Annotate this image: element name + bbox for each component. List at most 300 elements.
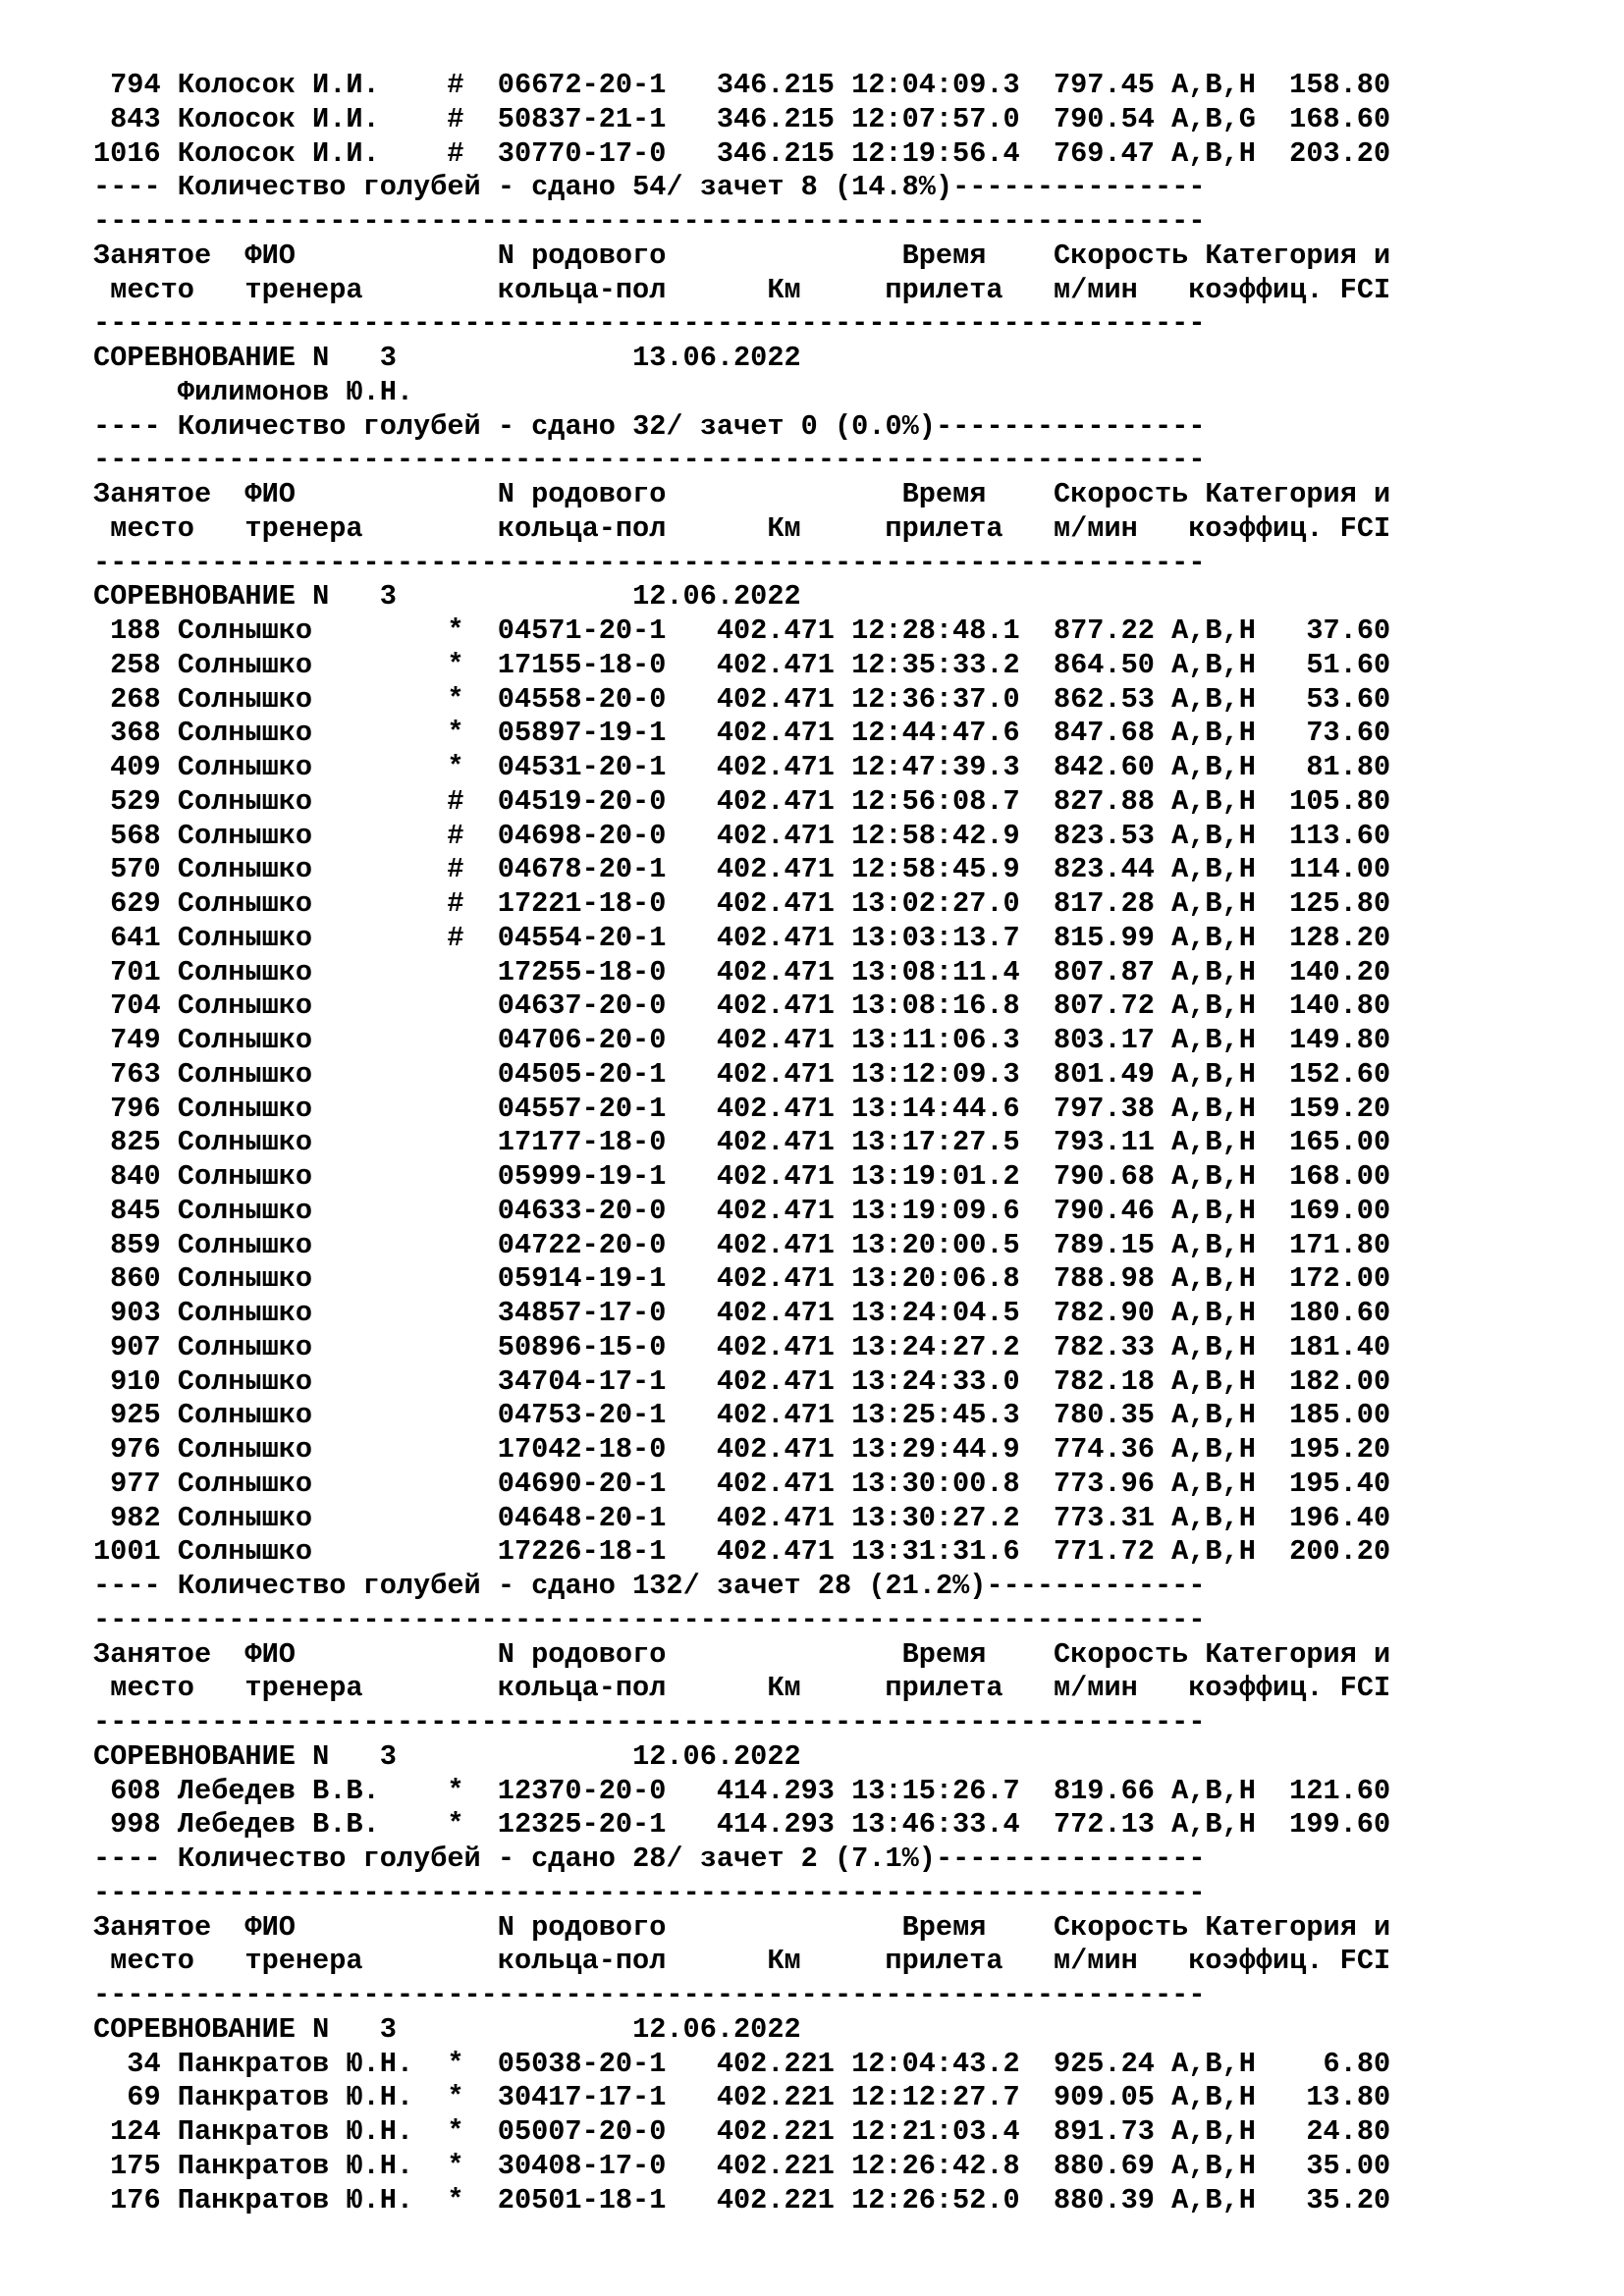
mark: * <box>447 2115 464 2148</box>
speed: 817.28 <box>1053 887 1155 920</box>
arrival-time: 12:12:27.7 <box>851 2081 1020 2114</box>
table-row <box>93 751 1390 785</box>
col-header-place-2: место <box>110 1945 194 1978</box>
fancier-name: Панкратов Ю.Н. <box>177 2081 414 2114</box>
col-header-speed: Скорость <box>1054 478 1189 510</box>
place: 794 <box>110 69 161 101</box>
col-header-name-2: тренера <box>244 1672 363 1705</box>
dash-rule: ------------------------------------------------------------------ <box>93 546 1206 579</box>
fancier-name: Солнышко <box>177 1399 313 1432</box>
place: 976 <box>110 1433 161 1466</box>
fci-coefficient: 73.60 <box>1306 717 1391 750</box>
category: A,B,H <box>1171 1024 1256 1056</box>
category: A,B,H <box>1171 1433 1256 1466</box>
fci-coefficient: 159.20 <box>1289 1092 1391 1125</box>
distance-km: 402.471 <box>716 1228 835 1261</box>
arrival-time: 12:04:43.2 <box>851 2047 1020 2080</box>
fancier-name: Лебедев В.В. <box>177 1808 380 1842</box>
fancier-name: Лебедев В.В. <box>177 1774 380 1807</box>
table-row <box>93 1024 1390 1058</box>
col-header-speed: Скорость <box>1054 1910 1189 1944</box>
fci-coefficient: 6.80 <box>1323 2047 1391 2080</box>
place: 910 <box>110 1364 161 1398</box>
speed: 847.68 <box>1053 717 1155 750</box>
fci-coefficient: 35.20 <box>1306 2183 1391 2216</box>
category: A,B,H <box>1171 1330 1256 1363</box>
arrival-time: 13:02:27.0 <box>851 887 1020 920</box>
mark: * <box>447 2149 464 2182</box>
competition-label: СОРЕВНОВАНИЕ N <box>93 1739 330 1773</box>
table-row <box>93 683 1390 718</box>
table-row <box>93 1195 1390 1229</box>
category: A,B,H <box>1171 2183 1256 2216</box>
speed: 877.22 <box>1053 614 1155 647</box>
speed: 880.69 <box>1053 2149 1155 2182</box>
table-row <box>93 1126 1390 1160</box>
speed: 772.13 <box>1053 1808 1155 1842</box>
fci-coefficient: 121.60 <box>1289 1774 1391 1807</box>
separator-line <box>93 444 1390 478</box>
mark: # <box>447 102 464 135</box>
mark: * <box>447 2183 464 2216</box>
col-header-name-2: тренера <box>244 273 363 306</box>
fci-coefficient: 185.00 <box>1289 1399 1391 1432</box>
mark: * <box>447 1808 464 1842</box>
fancier-name: Солнышко <box>177 1160 313 1193</box>
arrival-time: 13:08:16.8 <box>851 989 1020 1023</box>
distance-km: 402.221 <box>716 2183 835 2216</box>
place: 124 <box>110 2115 161 2148</box>
arrival-time: 12:56:08.7 <box>851 784 1020 818</box>
fancier-name: Солнышко <box>177 648 313 681</box>
arrival-time: 13:19:09.6 <box>851 1194 1020 1227</box>
fancier-name: Солнышко <box>177 1330 313 1363</box>
col-header-time: Время <box>901 1910 987 1944</box>
col-header-ring: N родового <box>497 478 667 510</box>
ring-number: 04637-20-0 <box>497 989 667 1023</box>
speed: 801.49 <box>1053 1057 1155 1091</box>
place: 907 <box>110 1330 161 1363</box>
category: A,B,H <box>1171 1262 1256 1296</box>
table-row <box>93 717 1390 751</box>
distance-km: 414.293 <box>716 1808 835 1842</box>
mark: * <box>447 717 464 750</box>
place: 982 <box>110 1501 161 1534</box>
competition-number: 3 <box>379 342 397 374</box>
fci-coefficient: 51.60 <box>1306 648 1391 681</box>
dash-rule: ------------------------------------------------------------------ <box>93 307 1206 341</box>
distance-km: 402.221 <box>716 2081 835 2114</box>
col-header-ring-2: кольца-пол <box>497 511 667 545</box>
distance-km: 402.471 <box>716 1194 835 1227</box>
table-row <box>93 69 1390 103</box>
separator-line <box>93 1706 1390 1740</box>
owner-name: Филимонов Ю.Н. <box>177 375 414 408</box>
speed: 790.54 <box>1053 102 1155 135</box>
arrival-time: 13:20:00.5 <box>851 1228 1020 1261</box>
fci-coefficient: 196.40 <box>1289 1501 1391 1534</box>
table-row <box>93 1775 1390 1809</box>
dash-rule: ---- <box>93 171 161 204</box>
ring-number: 17177-18-0 <box>497 1126 667 1159</box>
separator-line <box>93 1979 1390 2013</box>
speed: 807.72 <box>1053 989 1155 1023</box>
ring-number: 04558-20-0 <box>497 682 667 716</box>
results-document <box>93 69 1390 2217</box>
fci-coefficient: 140.20 <box>1289 955 1391 988</box>
table-row <box>93 1399 1390 1433</box>
arrival-time: 12:35:33.2 <box>851 648 1020 681</box>
distance-km: 402.471 <box>716 1160 835 1193</box>
table-row <box>93 649 1390 683</box>
col-header-place: Занятое <box>93 239 212 272</box>
fci-coefficient: 169.00 <box>1289 1194 1391 1227</box>
distance-km: 402.471 <box>716 819 835 852</box>
col-header-km: Км <box>767 511 801 545</box>
place: 749 <box>110 1024 161 1056</box>
dash-rule: ------------------------------------------------------------------ <box>93 1876 1206 1909</box>
ring-number: 12370-20-0 <box>497 1774 667 1807</box>
table-row <box>93 103 1390 137</box>
table-row <box>93 1229 1390 1263</box>
summary-line <box>93 410 1390 445</box>
competition-date: 12.06.2022 <box>632 2012 801 2046</box>
fancier-name: Солнышко <box>177 1433 313 1466</box>
table-row <box>93 1468 1390 1502</box>
table-row <box>93 614 1390 649</box>
table-row <box>93 853 1390 887</box>
col-header-speed-2: м/мин <box>1053 511 1138 545</box>
category: A,B,H <box>1171 784 1256 818</box>
distance-km: 402.471 <box>716 921 835 954</box>
fci-coefficient: 128.20 <box>1289 921 1391 954</box>
col-header-name: ФИО <box>244 478 296 510</box>
summary-line <box>93 1842 1390 1877</box>
owner-line <box>93 376 1390 410</box>
col-header-ring: N родового <box>497 1910 667 1944</box>
column-header-line-2 <box>93 1945 1390 1979</box>
speed: 788.98 <box>1053 1262 1155 1296</box>
col-header-time-2: прилета <box>885 273 1003 306</box>
col-header-name-2: тренера <box>244 511 363 545</box>
col-header-time-2: прилета <box>885 1945 1003 1978</box>
fci-coefficient: 53.60 <box>1306 682 1391 716</box>
table-row <box>93 1262 1390 1297</box>
distance-km: 402.471 <box>716 853 835 886</box>
col-header-category-2: коэффиц. FCI <box>1188 511 1391 545</box>
category: A,B,H <box>1171 853 1256 886</box>
fci-coefficient: 181.40 <box>1289 1330 1391 1363</box>
place: 69 <box>127 2081 161 2114</box>
category: A,B,H <box>1171 1399 1256 1432</box>
speed: 864.50 <box>1053 648 1155 681</box>
col-header-place: Занятое <box>93 478 212 510</box>
arrival-time: 12:58:45.9 <box>851 853 1020 886</box>
place: 903 <box>110 1297 161 1329</box>
place: 763 <box>110 1057 161 1091</box>
fancier-name: Солнышко <box>177 853 313 886</box>
fci-coefficient: 180.60 <box>1289 1297 1391 1329</box>
place: 409 <box>110 751 161 783</box>
dash-rule: ---- <box>93 1842 161 1875</box>
fancier-name: Солнышко <box>177 1024 313 1056</box>
category: A,B,H <box>1171 989 1256 1023</box>
ring-number: 05914-19-1 <box>497 1262 667 1296</box>
arrival-time: 13:17:27.5 <box>851 1126 1020 1159</box>
ring-number: 17042-18-0 <box>497 1433 667 1466</box>
category: A,B,H <box>1171 1808 1256 1842</box>
fancier-name: Солнышко <box>177 989 313 1023</box>
fancier-name: Солнышко <box>177 1092 313 1125</box>
mark: * <box>447 751 464 783</box>
table-row <box>93 956 1390 990</box>
arrival-time: 13:15:26.7 <box>851 1774 1020 1807</box>
arrival-time: 12:58:42.9 <box>851 819 1020 852</box>
competition-date: 12.06.2022 <box>632 1739 801 1773</box>
mark: # <box>447 69 464 101</box>
fci-coefficient: 105.80 <box>1289 784 1391 818</box>
col-header-speed: Скорость <box>1054 239 1189 272</box>
dash-rule: ------------------------------------------------------------------ <box>93 1603 1206 1636</box>
speed: 880.39 <box>1053 2183 1155 2216</box>
distance-km: 402.471 <box>716 1535 835 1569</box>
fci-coefficient: 182.00 <box>1289 1364 1391 1398</box>
fancier-name: Солнышко <box>177 682 313 716</box>
ring-number: 05007-20-0 <box>497 2115 667 2148</box>
distance-km: 346.215 <box>716 69 835 101</box>
fci-coefficient: 140.80 <box>1289 989 1391 1023</box>
table-row <box>93 1160 1390 1195</box>
arrival-time: 12:47:39.3 <box>851 751 1020 783</box>
ring-number: 04706-20-0 <box>497 1024 667 1056</box>
table-row <box>93 887 1390 922</box>
ring-number: 05999-19-1 <box>497 1160 667 1193</box>
mark: * <box>447 648 464 681</box>
place: 368 <box>110 717 161 750</box>
dash-rule: ------------------------------------------------------------------ <box>93 205 1206 238</box>
fci-coefficient: 199.60 <box>1289 1808 1391 1842</box>
fci-coefficient: 149.80 <box>1289 1024 1391 1056</box>
arrival-time: 12:26:42.8 <box>851 2149 1020 2182</box>
speed: 842.60 <box>1053 751 1155 783</box>
table-row <box>93 1331 1390 1365</box>
ring-number: 17221-18-0 <box>497 887 667 920</box>
table-row <box>93 2150 1390 2184</box>
fancier-name: Солнышко <box>177 887 313 920</box>
place: 1016 <box>93 136 161 170</box>
ring-number: 30770-17-0 <box>497 136 667 170</box>
competition-label: СОРЕВНОВАНИЕ N <box>93 2012 330 2046</box>
column-header-line-1 <box>93 478 1390 512</box>
arrival-time: 13:03:13.7 <box>851 921 1020 954</box>
col-header-speed-2: м/мин <box>1053 1945 1138 1978</box>
speed: 782.90 <box>1053 1297 1155 1329</box>
column-header-line-1 <box>93 240 1390 274</box>
ring-number: 04554-20-1 <box>497 921 667 954</box>
category: A,B,H <box>1171 819 1256 852</box>
category: A,B,H <box>1171 2081 1256 2114</box>
col-header-name: ФИО <box>244 239 296 272</box>
category: A,B,H <box>1171 1092 1256 1125</box>
mark: * <box>447 1774 464 1807</box>
fci-coefficient: 171.80 <box>1289 1228 1391 1261</box>
fci-coefficient: 113.60 <box>1289 819 1391 852</box>
table-row <box>93 2048 1390 2082</box>
place: 859 <box>110 1228 161 1261</box>
distance-km: 402.221 <box>716 2149 835 2182</box>
fancier-name: Солнышко <box>177 1228 313 1261</box>
ring-number: 05897-19-1 <box>497 717 667 750</box>
ring-number: 04505-20-1 <box>497 1057 667 1091</box>
summary-line <box>93 1570 1390 1604</box>
speed: 807.87 <box>1053 955 1155 988</box>
col-header-speed: Скорость <box>1054 1637 1189 1671</box>
ring-number: 04753-20-1 <box>497 1399 667 1432</box>
place: 258 <box>110 648 161 681</box>
ring-number: 30417-17-1 <box>497 2081 667 2114</box>
competition-label: СОРЕВНОВАНИЕ N <box>93 580 330 614</box>
ring-number: 50837-21-1 <box>497 102 667 135</box>
distance-km: 402.471 <box>716 1399 835 1432</box>
category: A,B,H <box>1171 648 1256 681</box>
fci-coefficient: 200.20 <box>1289 1535 1391 1569</box>
col-header-category-2: коэффиц. FCI <box>1188 1672 1391 1705</box>
category: A,B,H <box>1171 2115 1256 2148</box>
dash-rule: ------------------------------------------------------------------ <box>93 1706 1206 1738</box>
fancier-name: Солнышко <box>177 921 313 954</box>
col-header-category: Категория и <box>1205 1637 1391 1671</box>
mark: # <box>447 136 464 170</box>
fancier-name: Солнышко <box>177 1535 313 1569</box>
fancier-name: Солнышко <box>177 1364 313 1398</box>
place: 840 <box>110 1160 161 1193</box>
competition-date: 13.06.2022 <box>632 342 801 374</box>
distance-km: 402.471 <box>716 1501 835 1534</box>
place: 641 <box>110 921 161 954</box>
place: 796 <box>110 1092 161 1125</box>
category: A,B,H <box>1171 1467 1256 1500</box>
column-header-line-1 <box>93 1638 1390 1673</box>
arrival-time: 13:30:27.2 <box>851 1501 1020 1534</box>
ring-number: 30408-17-0 <box>497 2149 667 2182</box>
column-header-line-2 <box>93 512 1390 547</box>
mark: # <box>447 921 464 954</box>
col-header-category-2: коэффиц. FCI <box>1188 273 1391 306</box>
fci-coefficient: 165.00 <box>1289 1126 1391 1159</box>
col-header-time: Время <box>901 1637 987 1671</box>
category: A,B,H <box>1171 1364 1256 1398</box>
category: A,B,H <box>1171 2149 1256 2182</box>
col-header-ring-2: кольца-пол <box>497 1672 667 1705</box>
arrival-time: 12:04:09.3 <box>851 69 1020 101</box>
category: A,B,H <box>1171 1501 1256 1534</box>
col-header-ring: N родового <box>497 1637 667 1671</box>
table-row <box>93 1365 1390 1400</box>
ring-number: 04519-20-0 <box>497 784 667 818</box>
place: 977 <box>110 1467 161 1500</box>
fci-coefficient: 35.00 <box>1306 2149 1391 2182</box>
speed: 797.45 <box>1053 69 1155 101</box>
arrival-time: 13:46:33.4 <box>851 1808 1020 1842</box>
ring-number: 17255-18-0 <box>497 955 667 988</box>
place: 845 <box>110 1194 161 1227</box>
dash-rule: ------------- <box>986 1570 1206 1602</box>
dash-rule: ------------------------------------------------------------------ <box>93 1979 1206 2011</box>
competition-line <box>93 580 1390 614</box>
speed: 771.72 <box>1053 1535 1155 1569</box>
arrival-time: 13:30:00.8 <box>851 1467 1020 1500</box>
dash-rule: ---- <box>93 409 161 443</box>
summary-line <box>93 171 1390 205</box>
col-header-place-2: место <box>110 1672 194 1705</box>
fci-coefficient: 13.80 <box>1306 2081 1391 2114</box>
ring-number: 17226-18-1 <box>497 1535 667 1569</box>
fci-coefficient: 168.00 <box>1289 1160 1391 1193</box>
col-header-ring-2: кольца-пол <box>497 273 667 306</box>
col-header-category-2: коэффиц. FCI <box>1188 1945 1391 1978</box>
speed: 815.99 <box>1053 921 1155 954</box>
col-header-time-2: прилета <box>885 511 1003 545</box>
table-row <box>93 137 1390 172</box>
category: A,B,H <box>1171 751 1256 783</box>
table-row <box>93 1535 1390 1570</box>
col-header-name: ФИО <box>244 1637 296 1671</box>
fci-coefficient: 203.20 <box>1289 136 1391 170</box>
category: A,B,G <box>1171 102 1256 135</box>
speed: 909.05 <box>1053 2081 1155 2114</box>
col-header-time: Время <box>901 478 987 510</box>
fancier-name: Солнышко <box>177 819 313 852</box>
competition-number: 3 <box>379 2012 397 2046</box>
mark: # <box>447 819 464 852</box>
distance-km: 414.293 <box>716 1774 835 1807</box>
place: 701 <box>110 955 161 988</box>
arrival-time: 12:07:57.0 <box>851 102 1020 135</box>
arrival-time: 12:28:48.1 <box>851 614 1020 647</box>
separator-line <box>93 1604 1390 1638</box>
distance-km: 402.471 <box>716 682 835 716</box>
arrival-time: 12:44:47.6 <box>851 717 1020 750</box>
speed: 793.11 <box>1053 1126 1155 1159</box>
speed: 773.31 <box>1053 1501 1155 1534</box>
arrival-time: 12:19:56.4 <box>851 136 1020 170</box>
col-header-place: Занятое <box>93 1910 212 1944</box>
place: 175 <box>110 2149 161 2182</box>
speed: 774.36 <box>1053 1433 1155 1466</box>
col-header-time: Время <box>901 239 987 272</box>
col-header-time-2: прилета <box>885 1672 1003 1705</box>
place: 704 <box>110 989 161 1023</box>
fancier-name: Панкратов Ю.Н. <box>177 2149 414 2182</box>
speed: 827.88 <box>1053 784 1155 818</box>
place: 176 <box>110 2183 161 2216</box>
competition-number: 3 <box>379 580 397 614</box>
summary-text: Количество голубей - сдано 132/ зачет 28 (21.2%) <box>177 1570 987 1602</box>
distance-km: 402.471 <box>716 1126 835 1159</box>
ring-number: 04633-20-0 <box>497 1194 667 1227</box>
arrival-time: 13:25:45.3 <box>851 1399 1020 1432</box>
category: A,B,H <box>1171 887 1256 920</box>
arrival-time: 13:20:06.8 <box>851 1262 1020 1296</box>
speed: 823.44 <box>1053 853 1155 886</box>
col-header-category: Категория и <box>1205 239 1391 272</box>
distance-km: 402.471 <box>716 751 835 783</box>
col-header-km: Км <box>767 273 801 306</box>
arrival-time: 13:12:09.3 <box>851 1057 1020 1091</box>
ring-number: 34704-17-1 <box>497 1364 667 1398</box>
place: 529 <box>110 784 161 818</box>
arrival-time: 13:31:31.6 <box>851 1535 1020 1569</box>
